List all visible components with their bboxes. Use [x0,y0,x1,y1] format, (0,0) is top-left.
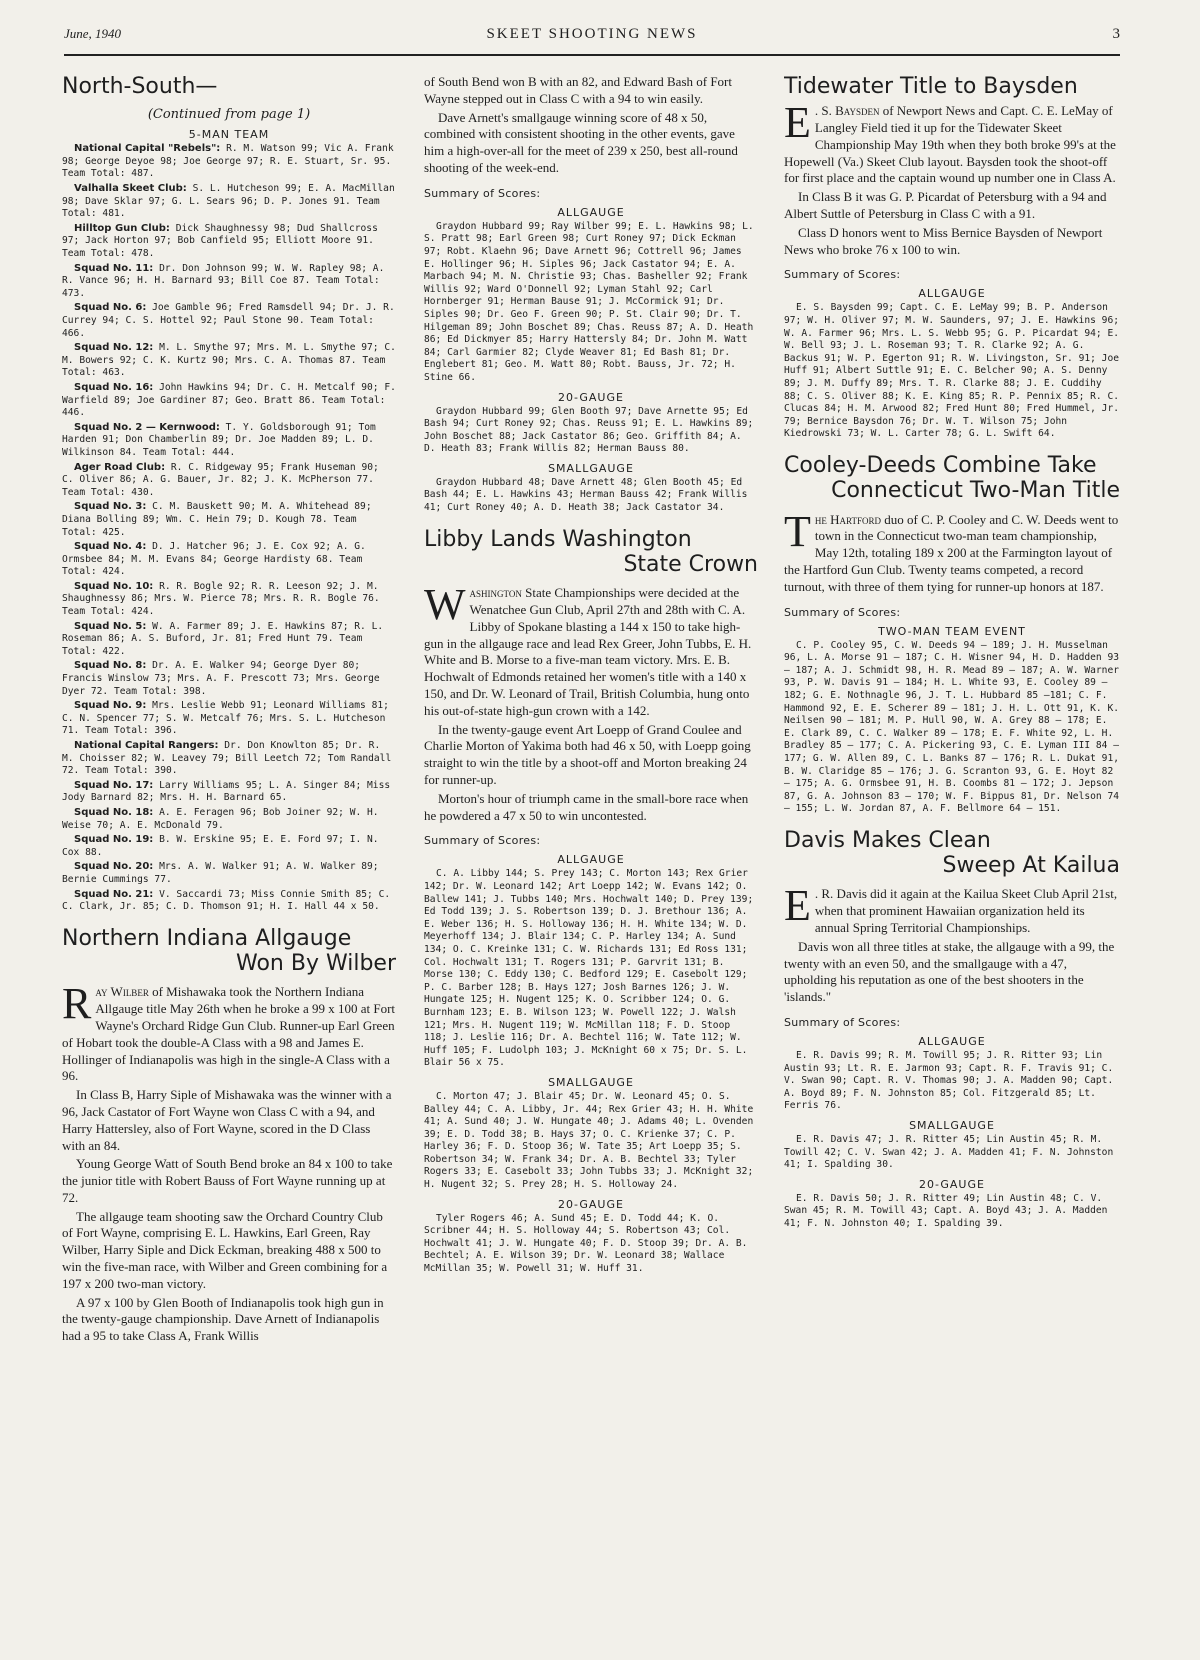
team-scores: M. L. Smythe 97; Mrs. M. L. Smythe 97; C. M. Bowers 92; C. K. Kurtz 90; Mrs. C. A. Thomas 87. Team Total: 463. [62,342,396,379]
north-south-headline: North-South— [62,74,218,99]
allgauge-subhead: ALLGAUGE [918,1035,986,1049]
team-result-entry [62,581,396,619]
team-name: Squad No. 9: [74,700,147,712]
team-name: National Capital "Rebels": [74,143,221,155]
article-paragraph: Dave Arnett's smallgauge winning score of 48 x 50, combined with consistent shooting in the other events, gave him a high-over-all for the meet of 239 x 250, best all-round shooting of the week-end. [424,109,738,175]
cooley-deeds-headline [784,453,1120,504]
score-list: E. R. Davis 99; R. M. Towill 95; J. R. Ritter 93; Lin Austin 93; Lt. R. E. Jarmon 93; Capt. R. F. Travis 91; C. V. Swan 90; Capt. R. V. Thomas 90; J. A. Madden 90; Capt. A. Boyd 89; F. N. Johnston 85; Col. Fitzgerald 85; Lt. Ferris 76. [784,1050,1114,1112]
lead-text: . R. Davis did it again at the Kailua Skeet Club April 21st, when that prominent Hawaiian organization held its annual Spring Territorial Championships. [814,886,1118,936]
team-scores: Dr. A. E. Walker 94; George Dyer 80; Francis Winslow 73; Mrs. A. F. Prescott 73; Mrs. George Dyer 72. Team Total: 398. [62,660,380,697]
headline-line-2: State Crown [623,551,758,577]
team-name: Hilltop Gun Club: [74,222,170,234]
team-result-entry [62,462,396,500]
article-paragraph: of South Bend won B with an 82, and Edward Bash of Fort Wayne stepped out in Class C with a 94 to win easily. [424,74,733,106]
score-list: E. R. Davis 50; J. R. Ritter 49; Lin Austin 48; C. V. Swan 45; R. M. Towill 43; Capt. A. Boyd 43; J. A. Madden 41; F. N. Johnston 40; I. Spalding 39. [784,1192,1108,1229]
publication-title: SKEET SHOOTING NEWS [486,26,698,42]
column-2 [424,74,758,1648]
summary-of-scores-label: Summary of Scores: [424,186,541,200]
team-name: Squad No. 5: [74,620,147,632]
score-list: E. S. Baysden 99; Capt. C. E. LeMay 99; B. P. Anderson 97; W. H. Oliver 97; M. W. Saunders, 97; J. E. Hawkins 96; W. A. Farmer 96; Mrs. L. S. Webb 95; G. P. Picardat 94; E. W. Bell 93; J. L. Roseman 93; T. R. Clarke 92; A. G. Backus 91; W. P. Egerton 91; R. W. Livingston, Sr. 91; Joe Huff 91; Albert Suttle 91; E. C. Belcher 90; A. S. Denny 89; J. M. Duffy 89; Mrs. T. R. Clarke 88; J. E. Cuddihy 88; C. S. Oliver 88; K. E. King 85; R. P. Pennix 85; R. C. Clucas 84; H. M. Arwood 82; Fred Hunt 80; Fred Hummel, Jr. 79; Bernice Baysdon 76; Dr. W. T. Wilson 75; John Kiedrowski 73; W. L. Carter 78; G. L. Swift 64. [784,302,1120,440]
article-lead-paragraph [424,580,758,719]
team-scores: Larry Williams 95; L. A. Singer 84; Miss Jody Barnard 82; Mrs. H. H. Barnard 65. [62,779,391,804]
score-list: Tyler Rogers 46; A. Sund 45; E. D. Todd 44; K. O. Scribner 44; H. S. Holloway 44; S. Robertson 43; Col. Hochwalt 41; J. W. Hungate 40; F. D. Stoop 39; Dr. A. B. Bechtel; A. E. Wilson 39; Dr. W. Leonard 38; Wallace McMillan 35; W. Powell 31; W. Huff 31. [424,1212,748,1275]
two-man-event-subhead: TWO-MAN TEAM EVENT [878,624,1026,638]
team-results-list [62,143,396,913]
team-name: Squad No. 3: [74,501,147,513]
twenty-gauge-subhead: 20-GAUGE [558,390,624,404]
summary-of-scores-label: Summary of Scores: [784,268,901,282]
score-list: Graydon Hubbard 99; Glen Booth 97; Dave Arnette 95; Ed Bash 94; Curt Roney 92; Chas. Reuss 91; E. L. Hawkins 89; John Boschet 88; Jack Castator 86; Geo. Griffith 84; A. D. Heath 83; Frank Willis 82; Herman Bauss 80. [424,405,754,455]
score-list: E. R. Davis 47; J. R. Ritter 45; Lin Austin 45; R. M. Towill 42; C. V. Swan 42; J. A. Madden 41; F. N. Johnston 41; I. Spalding 30. [784,1134,1114,1171]
team-result-entry [62,660,396,698]
issue-date: June, 1940 [64,26,122,41]
twenty-gauge-subhead: 20-GAUGE [919,1177,985,1191]
smallgauge-subhead: SMALLGAUGE [909,1119,995,1133]
team-scores: V. Saccardi 73; Miss Connie Smith 85; C. C. Clark, Jr. 85; C. D. Thomson 91; H. I. Hall 44 x 50. [62,888,391,913]
team-scores: John Hawkins 94; Dr. C. H. Metcalf 90; F. Warfield 89; Joe Gardiner 87; Geo. Bratt 86. Team Total: 446. [62,381,396,419]
team-name: Squad No. 21: [74,888,154,900]
team-scores: Dr. Don Johnson 99; W. W. Rapley 98; A. R. Vance 96; H. H. Barnard 93; Bill Coe 87. Team Total: 473. [62,262,385,299]
team-scores: B. W. Erskine 95; E. E. Ford 97; I. N. Cox 88. [62,834,379,858]
team-result-entry [62,263,396,301]
article-paragraph: Davis won all three titles at stake, the allgauge with a 99, the twenty with an even 50, and the smallgauge with a 47, upholding his reputation as one of the best shooters in the 'islands." [784,938,1115,1005]
article-lead-paragraph [784,98,1120,187]
team-result-entry [62,700,396,738]
lead-small-caps: ay Wilber [95,984,149,1000]
team-scores: C. M. Bauskett 90; M. A. Whitehead 89; Diana Bolling 89; Wm. C. Hein 79; D. Kough 78. Team Total: 425. [62,501,372,538]
team-name: Squad No. 20: [74,861,154,873]
smallgauge-subhead: SMALLGAUGE [548,1075,634,1089]
headline-line-1: Cooley-Deeds Combine Take [784,453,1097,478]
allgauge-subhead: ALLGAUGE [557,205,625,219]
summary-of-scores-label: Summary of Scores: [784,605,901,619]
team-name: Squad No. 17: [74,779,154,791]
article-paragraph: The allgauge team shooting saw the Orchard Country Club of Fort Wayne, comprising E. L. Hawkins, Earl Green, Ray Wilber, Harry Siple and Dick Eckman, breaking 488 x 500 to win the five-man race, with Wilber and Green combining for a 197 x 200 two-man victory. [62,1208,388,1291]
score-list: Graydon Hubbard 99; Ray Wilber 99; E. L. Hawkins 98; L. S. Pratt 98; Earl Green 98; Curt Roney 97; Dick Eckman 97; Robt. Klaehn 96; Dave Arnett 96; Cottrell 96; James E. Hollinger 96; H. Siples 96; Jack Castator 94; E. A. Marbach 94; M. N. Christie 93; Chas. Basheller 92; Frank Willis 92; Ward O'Donnell 92; Lyman Stahl 92; Carl Hornberger 91; Herman Bause 91; J. McCormick 91; Dr. Siples 90; Dr. Geo F. Green 90; P. St. Clair 90; Dr. T. Hilgeman 89; John Boschet 89; Chas. Reuss 87; A. D. Heath 86; Ed Dickmyer 85; Harry Hattersly 84; Dr. John M. Watt 84; Carl Garmier 82; Clyde Weaver 81; Ed Bash 81; Dr. Englebert 81; Geo. M. Watt 80; Robt. Bauss, Jr. 72; H. Stine 66. [424,220,754,383]
team-result-entry [62,342,396,380]
score-list: C. P. Cooley 95, C. W. Deeds 94 — 189; J. H. Musselman 96, L. A. Morse 91 — 187; C. H. Wisner 94, H. D. Hadden 93 — 187; A. J. Schmidt 98, H. R. Mead 89 — 187; A. W. Warner 93, P. W. Davis 91 — 184; H. L. White 93, E. Cooley 89 — 182; G. E. Nothnagle 96, J. T. L. Hubbard 85 —181; C. F. Hammond 92, E. E. Scherer 89 — 181; J. H. L. Ott 91, K. K. Neilsen 90 — 181; M. P. Hull 90, W. A. Grey 88 — 178; E. E. Clark 89, C. C. Walker 89 — 178; E. F. White 92, L. H. Bradley 85 — 177; C. A. Pickering 93, C. E. Lyman III 84 — 177; G. W. Allen 89, C. L. Banks 87 — 176; R. L. Dukat 91, B. W. Claridge 85 — 176; J. G. Scranton 93, G. E. Hoyt 82 — 175; A. G. Ormsbee 91, H. B. Coombs 81 — 172; J. Jepson 87, G. A. Johnson 83 — 170; W. F. Bippus 81, Dr. Nelson 74 — 155; L. W. Jordan 87, A. F. Bellmore 64 — 151. [784,639,1120,815]
summary-of-scores-label: Summary of Scores: [784,1016,901,1030]
team-result-entry [62,501,396,539]
team-scores: W. A. Farmer 89; J. E. Hawkins 87; R. L. Roseman 86; A. S. Buford, Jr. 81; Fred Hunt 79. Team Total: 422. [62,620,384,657]
team-scores: Mrs. Leslie Webb 91; Leonard Williams 81; C. N. Spencer 77; S. W. Metcalf 76; Mrs. S. L. Hutcheson 71. Team Total: 396. [62,700,389,737]
team-scores: Joe Gamble 96; Fred Ramsdell 94; Dr. J. R. Currey 94; C. S. Hottel 92; Paul Stone 90. Team Total: 466. [62,302,395,339]
team-scores: R. M. Watson 99; Vic A. Frank 98; George Deyoe 98; Joe George 97; R. E. Stuart, Sr. 95. Team Total: 487. [62,143,394,180]
lead-text: duo of C. P. Cooley and C. W. Deeds went to town in the Connecticut two-man team championship, May 12th, totaling 189 x 200 at the Farmington layout of the Hartford Gun Club. Twenty teams competed, a record turnout, with three of them tying for runner-up honors at 187. [784,511,1119,594]
team-name: Squad No. 16: [74,381,154,393]
score-list: C. Morton 47; J. Blair 45; Dr. W. Leonard 45; O. S. Balley 44; C. A. Libby, Jr. 44; Rex Grier 43; H. H. White 41; A. Sund 40; J. W. Hungate 40; J. Adams 40; L. Ovenden 39; E. D. Todd 38; B. Hays 37; O. C. Krienke 37; C. P. Harley 36; F. D. Stoop 36; W. Tate 35; Art Loepp 35; S. Robertson 34; W. Frank 34; Dr. A. B. Bechtel 33; Tyler Rogers 33; E. Casebolt 33; John Tubbs 33; J. McKnight 32; H. Nugent 32; S. Prey 28; H. S. Holloway 24. [424,1090,754,1191]
running-head [64,26,1120,56]
team-name: Squad No. 10: [74,580,154,592]
article-paragraph: Class D honors went to Miss Bernice Baysden of Newport News who broke 76 x 100 to win. [784,224,1103,257]
column-1 [62,74,396,1648]
team-result-entry [62,302,396,340]
team-name: Squad No. 6: [74,302,147,314]
article-lead-paragraph [784,881,1120,936]
team-name: Squad No. 18: [74,806,154,818]
team-scores: A. E. Feragen 96; Bob Joiner 92; W. H. Weise 70; A. E. McDonald 79. [62,806,379,831]
team-scores: S. L. Hutcheson 99; E. A. MacMillan 98; Dave Sklar 97; G. L. Sears 96; D. P. Jones 91. Team Total: 481. [62,183,395,220]
team-scores: D. J. Hatcher 96; J. E. Cox 92; A. G. Ormsbee 84; M. M. Evans 84; George Hardisty 68. Team Total: 424. [62,541,366,578]
team-result-entry [62,740,396,778]
team-name: Squad No. 8: [74,660,147,672]
team-name: Ager Road Club: [74,461,166,473]
team-scores: R. C. Ridgeway 95; Frank Huseman 90; C. Oliver 86; A. G. Bauer, Jr. 82; J. K. McPherson 77. Team Total: 430. [62,461,379,498]
lead-small-caps: he Hartford [814,511,881,527]
page-number: 3 [1112,26,1120,42]
column-3 [784,74,1120,1648]
article-paragraph: In Class B, Harry Siple of Mishawaka was the winner with a 96, Jack Castator of Fort Wayne won Class C with a 94, and Harry Hattersley, also of Fort Wayne, scored in the D Class with an 84. [62,1087,392,1153]
article-paragraph: In Class B it was G. P. Picardat of Petersburg with a 94 and Albert Suttle of Petersburg in Class C with a 91. [784,189,1107,222]
team-scores: Dick Shaughnessy 98; Dud Shallcross 97; Jack Horton 97; Bob Canfield 95; Elliott Moore 91. Team Total: 478. [62,222,378,260]
team-name: Valhalla Skeet Club: [74,183,187,195]
team-result-entry [62,834,396,859]
team-scores: R. R. Bogle 92; R. R. Leeson 92; J. M. Shaughnessy 86; Mrs. W. Pierce 78; Mrs. R. R. Bogle 76. Team Total: 424. [62,580,380,618]
team-scores: Dr. Don Knowlton 85; Dr. R. M. Choisser 82; W. Leavey 79; Bill Leetch 72; Tom Randall 72. Team Total: 390. [62,740,392,777]
team-result-entry [62,223,396,261]
drop-cap: R [62,979,92,1029]
team-scores: Mrs. A. W. Walker 91; A. W. Walker 89; Bernie Cummings 77. [62,861,379,885]
headline-line-2: Connecticut Two-Man Title [831,478,1120,504]
article-paragraph: Young George Watt of South Bend broke an 84 x 100 to take the junior title with Robert Bauss of Fort Wayne running up at 72. [62,1156,393,1205]
northern-indiana-headline [62,926,396,977]
team-result-entry [62,422,396,460]
article-paragraph: Morton's hour of triumph came in the small-bore race when he powdered a 47 x 50 to win uncontested. [424,790,749,823]
tidewater-headline: Tidewater Title to Baysden [784,74,1078,99]
team-name: Squad No. 2 — Kernwood: [74,421,220,433]
lead-small-caps: ashington [469,585,522,601]
allgauge-subhead: ALLGAUGE [918,287,986,301]
team-result-entry [62,889,396,914]
team-result-entry [62,382,396,420]
summary-of-scores-label: Summary of Scores: [424,834,541,848]
team-name: Squad No. 11: [74,262,154,274]
lead-text: State Championships were decided at the Wenatchee Gun Club, April 27th and 28th with C. A. Libby of Spokane blasting a 144 x 150 to take high-gun in the allgauge race and lead Rex Greer, John Tubbs, E. H. White and B. Morse to a five-man team victory. Mrs. E. B. Hochwalt of Edmonds retained her women's title with a 140 x 150, and Dr. W. Leonard of Trail, British Columbia, hung onto his out-of-state high-gun crown with a 142. [424,585,752,718]
drop-cap: T [784,506,811,556]
article-paragraph: A 97 x 100 by Glen Booth of Indianapolis took high gun in the twenty-gauge championship. Dave Arnett of Indianapolis had a 95 to take Class A, Frank Willis [62,1294,384,1344]
lead-small-caps: . S. Baysden [814,103,880,119]
team-name: Squad No. 12: [74,342,154,354]
five-man-team-subhead: 5-MAN TEAM [188,128,270,142]
team-name: National Capital Rangers: [74,740,219,752]
drop-cap: W [424,580,466,630]
team-result-entry [62,183,396,221]
lead-text: of Newport News and Capt. C. E. LeMay of Langley Field tied it up for the Tidewater Skeet Championship May 19th when they both broke 99's at the Hopewell (Va.) Skeet Club layout. Baysden took the shoot-off for first place and the captain wound up number one in Class A. [784,103,1116,186]
team-result-entry [62,541,396,579]
team-result-entry [62,861,396,886]
headline-line-1: Davis Makes Clean [784,827,991,853]
twenty-gauge-subhead: 20-GAUGE [558,1197,624,1211]
team-scores: T. Y. Goldsborough 91; Tom Harden 91; Don Chamberlin 89; Dr. Joe Madden 89; L. D. Wilkinson 84. Team Total: 444. [62,421,376,458]
davis-headline [784,828,1120,879]
headline-line-1: Libby Lands Washington [424,526,692,552]
drop-cap: E [784,881,811,931]
allgauge-subhead: ALLGAUGE [557,853,625,867]
smallgauge-subhead: SMALLGAUGE [548,461,634,475]
headline-line-2: Sweep At Kailua [942,853,1120,879]
headline-line-2: Won By Wilber [235,951,396,977]
article-lead-paragraph [62,979,396,1085]
article-paragraph: In the twenty-gauge event Art Loepp of Grand Coulee and Charlie Morton of Yakima both had 46 x 50, with Loepp going straight to win the title by a shoot-off and Morton breaking 24 for runner-up. [424,721,751,788]
team-name: Squad No. 19: [74,834,154,846]
libby-headline [424,527,758,578]
team-result-entry [62,621,396,659]
drop-cap: E [784,98,811,148]
team-result-entry [62,807,396,832]
team-result-entry [62,780,396,805]
team-result-entry [62,143,396,181]
article-lead-paragraph [784,506,1120,596]
team-name: Squad No. 4: [74,541,147,553]
continued-note: (Continued from page 1) [147,107,311,123]
headline-line-1: Northern Indiana Allgauge [62,925,352,951]
score-list: C. A. Libby 144; S. Prey 143; C. Morton 143; Rex Grier 142; Dr. W. Leonard 142; Art Loepp 142; W. Evans 142; O. Ballew 141; J. Tubbs 140; Mrs. Hochwalt 140; D. Prey 139; Ed Todd 139; J. S. Robertson 139; D. J. Brethour 136; A. E. Weber 136; H. S. Holloway 136; H. H. White 134; W. D. Meyerhoff 134; J. Blair 134; C. P. Harley 134; A. Sund 134; O. C. Kreinke 131; C. W. Richards 131; Ed Ross 131; Col. Hochwalt 131; T. Rogers 131; P. Garvrit 131; B. Morse 130; C. Eddy 130; C. Bedford 129; E. Casebolt 129; P. C. Barber 128; B. Hays 127; Josh Barnes 126; J. W. Hungate 125; H. Nugent 125; K. O. Scribber 124; O. G. Burnham 123; E. B. Wilson 123; W. Powell 122; J. Walsh 121; Mrs. H. Nugent 119; W. McMillan 118; F. D. Stoop 118; J. Leslie 116; Dr. A. Bechtel 116; W. Tate 112; W. Huff 105; F. Ludolph 103; J. McKnight 60 x 75; Dr. S. L. Blair 56 x 75. [424,868,754,1069]
lead-text: of Mishawaka took the Northern Indiana Allgauge title May 26th when he broke a 99 x 100 at Fort Wayne's Orchard Ridge Gun Club. Runner-up Earl Green of Hobart took the double-A Class with a 98 and James E. Hollinger of Indianapolis was high in the single-A Class with a 96. [62,984,396,1084]
score-list: Graydon Hubbard 48; Dave Arnett 48; Glen Booth 45; Ed Bash 44; E. L. Hawkins 43; Herman Bauss 42; Frank Willis 41; Curt Roney 40; A. D. Heath 38; Jack Castator 34. [424,476,748,514]
